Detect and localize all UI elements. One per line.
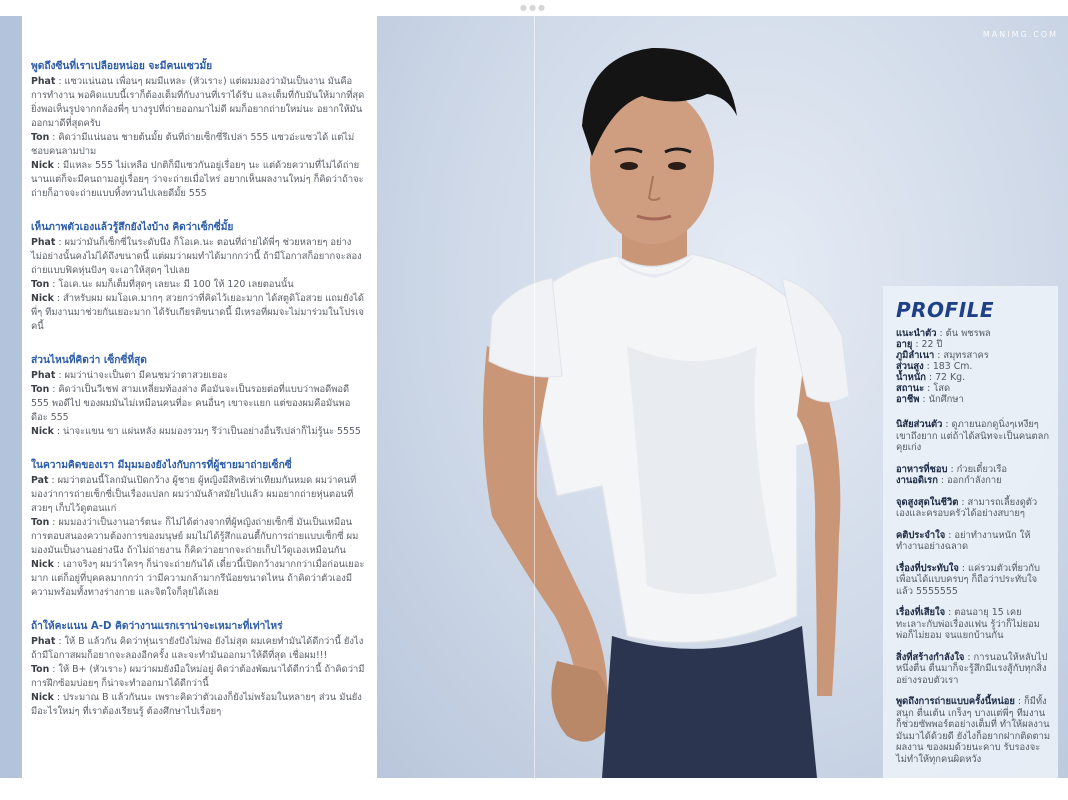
profile-detail-value: อย่าทำงานหนัก ให้ทำงานอย่างฉลาด [896, 529, 1031, 552]
profile-detail-value: สามารถเลี้ยงดูตัวเองและครอบครัวได้อย่างสบายๆ [896, 496, 1038, 519]
qa-block [31, 354, 365, 439]
answer-speaker: Ton [31, 384, 50, 395]
qa-answer: Nick : สำหรับผม ผมโอเค.มากๆ สวยกว่าที่คิดไว้เยอะมาก ได้สตูดิโอสวย แถมยังได้พี่ๆ ทีมงานมาช่วยกันเยอะมาก ได้รับเกียรติขนาดนี้ มีเหรอที่ผมจะไม่มาร่วมในโปรเจคนี้ [31, 293, 364, 332]
qa-question: ในความคิดของเรา มีมุมมองยังไงกับการที่ผู้ชายมาถ่ายเซ็กซี่ [31, 460, 292, 471]
profile-basic-info [896, 328, 1050, 405]
answer-text: แซวแน่นอน เพื่อนๆ ผมมีแหละ (หัวเราะ) แต่ผมมองว่ามันเป็นงาน มันคือการทำงาน พอคิดแบบนี้เราก็ต้องเต็มที่กับงานที่เราได้รับ และเต็มที่กับมันให้มากที่สุด ยิ่งพอเห็นรูปจากกล้องพี่ๆ บางรูปที่ถ่ายออกมาไม่ดี ผมก็อยากถ่ายใหม่นะ อยากให้มันออกมาดีที่สุดครับ [31, 76, 365, 129]
answer-text: ผมว่ามันก็เซ็กซี่ในระดับนึง ก็โอเค.นะ ตอนที่ถ่ายได้พี่ๆ ช่วยหลายๆ อย่าง ไม่อย่างนั้นคงไม่ได้ถึงขนาดนี้ แต่ผมว่าผมทำได้มากกว่านี้ ถ้ามีโอกาสก็อยากจะลองถ่ายแบบฟิคหุ่นปังๆ จะเอาให้สุดๆ ไปเลย [31, 237, 362, 276]
profile-detail-value: ออกกำลังกาย [947, 475, 1002, 486]
qa-answer: Phat : ให้ B แล้วกัน คิดว่าหุ่นเรายังปังไม่พอ ยังไม่สุด ผมเคยทำมันได้ดีกว่านี้ ยังไงถ้ามีโอกาสผมก็อยากจะลองอีกครั้ง และจะทำมันออกมาให้ดีที่สุด เชื่อผม!!! [31, 636, 364, 661]
answer-text: ประมาณ B แล้วกันนะ เพราะคิดว่าตัวเองก็ยังไม่พร้อมในหลายๆ ส่วน มันยังมีอะไรใหม่ๆ ที่เราต้องเรียนรู้ ต้องศึกษาไปเรื่อยๆ [31, 692, 362, 717]
profile-detail: นิสัยส่วนตัว : ดูภายนอกดูนิ่งๆเหงียๆ เขาถึงยาก แต่ถ้าได้สนิทจะเป็นคนตลก คุยเก่ง [896, 419, 1050, 453]
answer-speaker: Nick [31, 293, 54, 304]
profile-detail-value: แค่รวมตัวเที่ยวกับเพื่อนได้แบบครบๆ ก็ถือว่าประทับใจแล้ว 5555555 [896, 562, 1040, 597]
answer-text: ผมว่าน่าจะเป็นตา มีคนชมว่าตาสวยเยอะ [64, 370, 228, 381]
profile-detail: สิ่งที่สร้างกำลังใจ : การนอนให้หลับไปหนึ่งตื่น ตื่นมาก็จะรู้สึกมีแรงสู้กับทุกสิ่งอย่างรอบตัวเรา [896, 651, 1048, 686]
profile-key: น้ำหนัก [896, 372, 926, 383]
profile-detail-key: เรื่องที่ประทับใจ [896, 562, 959, 574]
profile-value: 22 ปี [921, 339, 943, 350]
profile-detail-value: ก็มีทั้งสนุก ตื่นเต้น เกร็งๆ บางแต่พี่ๆ ทีมงานก็ช่วยซัพพอร์ตอย่างเต็มที่ ทำให้ผลงานมันมาได้ด้วยดี ยังไงก็อยากฝากติดตามผลงาน ของผมด้วยนะคาบ รับรองจะไม่ทำให้ทุกคนผิดหวัง [896, 696, 1050, 765]
answer-speaker: Nick [31, 160, 54, 171]
profile-key: ภูมิลำเนา [896, 350, 935, 361]
profile-key: แนะนำตัว [896, 328, 937, 339]
answer-text: ผมมองว่าเป็นงานอาร์ตนะ ก็ไม่ได้ต่างจากที่ผู้หญิงถ่ายเซ็กซี่ มันเป็นเหมือนการตอบสนองความต้องการของมนุษย์ ผมไม่ได้รู้สึกแอนตี้กับการถ่ายแบบเซ็กซี่ ผมมองมันเป็นงานอย่างนึง ถ้าไม่ถ่ายงาน ก็คิดว่าอยากจะถ่ายเก็บไว้ดูเองเหมือนกัน [31, 517, 359, 556]
profile-key: ส่วนสูง [896, 361, 924, 372]
qa-answer: Ton : ให้ B+ (หัวเราะ) ผมว่าผมยังมือใหม่อยู่ คิดว่าต้องพัฒนาได้ดีกว่านี้ ถ้าคิดว่ามีการฝึกซ้อมบ่อยๆ ก็น่าจะทำออกมาได้ดีกว่านี้ [31, 664, 365, 689]
profile-detail-key: จุดสูงสุดในชีวิต [896, 496, 959, 508]
answer-speaker: Phat [31, 76, 56, 87]
qa-answer: Ton : คิดว่ามีแน่นอน ชายต้นมั้ย ต้นที่ถ่ายเซ็กซี่รึเปล่า 555 แซวอ่ะแซวได้ แต่ไม่ชอบคนลามปาม [31, 132, 355, 157]
profile-detail-key: สิ่งที่สร้างกำลังใจ [896, 651, 965, 663]
profile-value: สมุทรสาคร [943, 350, 989, 361]
qa-question: ส่วนไหนที่คิดว่า เซ็กซี่ที่สุด [31, 355, 147, 366]
answer-text: มีแหละ 555 ไม่เหลือ ปกติก็มีแซวกันอยู่เรื่อยๆ นะ แต่ด้วยความที่ไม่ได้ถ่ายนานแต่ก็จะมีคนถามอยู่เรื่อยๆ ว่าจะถ่ายเมื่อไหร่ อยากเห็นผลงานใหม่ๆ ก็คิดว่าถ้าจะถ่ายก็อาจจะถ่ายแบบทิ้งทวนไปเลยดีมั้ย 555 [31, 160, 364, 199]
answer-text: เอาจริงๆ ผมว่าใครๆ ก็น่าจะถ่ายกันได้ เดี๋ยวนี้เปิดกว้างมากกว่าเมื่อก่อนเยอะมาก แต่ก็อยู่ที่บุคคลมากกว่า ว่ามีความกล้ามากรึน้อยขนาดไหน ถ้าคิดว่าตัวเองมีความพร้อมทั้งทางร่างกาย และจิตใจก็ลุยได้เลย [31, 559, 365, 598]
answer-speaker: Ton [31, 132, 50, 143]
answer-speaker: Ton [31, 664, 50, 675]
profile-detail: เรื่องที่ประทับใจ : แค่รวมตัวเที่ยวกับเพื่อนได้แบบครบๆ ก็ถือว่าประทับใจแล้ว 5555555 [896, 562, 1040, 597]
answer-speaker: Nick [31, 692, 54, 703]
profile-key: อาชีพ [896, 394, 920, 405]
profile-card [883, 286, 1058, 778]
profile-detail-value: ดูภายนอกดูนิ่งๆเหงียๆ เขาถึงยาก แต่ถ้าได้สนิทจะเป็นคนตลก คุยเก่ง [896, 419, 1050, 453]
profile-detail-key: คติประจำใจ [896, 529, 946, 541]
answer-speaker: Ton [31, 279, 50, 290]
profile-value: 183 Cm. [932, 361, 973, 372]
profile-detail: เรื่องที่เสียใจ : ตอนอายุ 15 เคยทะเลาะกับพ่อเรื่องแฟน รู้ว่าก็ไม่ยอมพ่อก็ไม่ยอม จนแยกบ้านกัน [896, 607, 1040, 641]
qa-answer: Nick : ประมาณ B แล้วกันนะ เพราะคิดว่าตัวเองก็ยังไม่พร้อมในหลายๆ ส่วน มันยังมีอะไรใหม่ๆ ที่เราต้องเรียนรู้ ต้องศึกษาไปเรื่อยๆ [31, 692, 362, 717]
qa-block [31, 60, 365, 201]
watermark-text: MANIMG.COM [982, 30, 1058, 39]
profile-value: 72 Kg. [935, 372, 966, 383]
answer-text: ผมว่าตอนนี้โลกมันเปิดกว้าง ผู้ชาย ผู้หญิงมีสิทธิเท่าเทียมกันหมด ผมว่าคนที่มองว่าการถ่ายเซ็กซี่เป็นเรื่องแปลก ผมว่ามันล้าสมัยไปแล้ว ผมอยากถ่ายหุ่นตอนที่สวยๆ เก็บไว้ดูตอนแก่ [31, 475, 357, 514]
profile-detail-key: อาหารที่ชอบ [896, 463, 948, 475]
qa-answer: Nick : มีแหละ 555 ไม่เหลือ ปกติก็มีแซวกันอยู่เรื่อยๆ นะ แต่ด้วยความที่ไม่ได้ถ่ายนานแต่ก็จะมีคนถามอยู่เรื่อยๆ ว่าจะถ่ายเมื่อไหร่ อยากเห็นผลงานใหม่ๆ ก็คิดว่าถ้าจะถ่ายก็อาจจะถ่ายแบบทิ้งทวนไปเลยดีมั้ย 555 [31, 160, 364, 199]
qa-answer: Ton : โอเค.นะ ผมก็เต็มที่สุดๆ เลยนะ มี 100 ให้ 120 เลยตอนนั้น [31, 279, 294, 290]
left-color-strip [0, 16, 22, 778]
interview-page [22, 16, 377, 778]
qa-answer: Ton : ผมมองว่าเป็นงานอาร์ตนะ ก็ไม่ได้ต่างจากที่ผู้หญิงถ่ายเซ็กซี่ มันเป็นเหมือนการตอบสนองความต้องการของมนุษย์ ผมไม่ได้รู้สึกแอนตี้กับการถ่ายแบบเซ็กซี่ ผมมองมันเป็นงานอย่างนึง ถ้าไม่ถ่ายงาน ก็คิดว่าอยากจะถ่ายเก็บไว้ดูเองเหมือนกัน [31, 517, 359, 556]
profile-key: อายุ [896, 339, 913, 350]
qa-answer: Pat : ผมว่าตอนนี้โลกมันเปิดกว้าง ผู้ชาย ผู้หญิงมีสิทธิเท่าเทียมกันหมด ผมว่าคนที่มองว่าการถ่ายเซ็กซี่เป็นเรื่องแปลก ผมว่ามันล้าสมัยไปแล้ว ผมอยากถ่ายหุ่นตอนที่สวยๆ เก็บไว้ดูตอนแก่ [31, 475, 357, 514]
answer-text: ให้ B แล้วกัน คิดว่าหุ่นเรายังปังไม่พอ ยังไม่สุด ผมเคยทำมันได้ดีกว่านี้ ยังไงถ้ามีโอกาสผมก็อยากจะลองอีกครั้ง และจะทำมันออกมาให้ดีที่สุด เชื่อผม!!! [31, 636, 364, 661]
profile-detail: อาหารที่ชอบ : ก๋วยเตี๋ยวเรือ งานอดิเรก : ออกกำลังกาย [896, 463, 1007, 486]
qa-answer: Nick : น่าจะแขน ขา แผ่นหลัง ผมมองรวมๆ รึว่าเป็นอย่างอื่นรึเปล่าก็ไม่รู้นะ 5555 [31, 426, 361, 437]
qa-block [31, 459, 365, 600]
profile-detail-value: ตอนอายุ 15 เคยทะเลาะกับพ่อเรื่องแฟน รู้ว่าก็ไม่ยอมพ่อก็ไม่ยอม จนแยกบ้านกัน [896, 607, 1040, 641]
answer-text: น่าจะแขน ขา แผ่นหลัง ผมมองรวมๆ รึว่าเป็นอย่างอื่นรึเปล่าก็ไม่รู้นะ 5555 [62, 426, 361, 437]
profile-detail-key: พูดถึงการถ่ายแบบครั้งนี้หน่อย [896, 696, 1015, 707]
answer-speaker: Pat [31, 475, 49, 486]
answer-speaker: Phat [31, 370, 56, 381]
profile-detail: คติประจำใจ : อย่าทำงานหนัก ให้ทำงานอย่างฉลาด [896, 529, 1031, 552]
profile-detail-value: การนอนให้หลับไปหนึ่งตื่น ตื่นมาก็จะรู้สึกมีแรงสู้กับทุกสิ่งอย่างรอบตัวเรา [896, 651, 1048, 686]
qa-answer: Phat : ผมว่ามันก็เซ็กซี่ในระดับนึง ก็โอเค.นะ ตอนที่ถ่ายได้พี่ๆ ช่วยหลายๆ อย่าง ไม่อย่างนั้นคงไม่ได้ถึงขนาดนี้ แต่ผมว่าผมทำได้มากกว่านี้ ถ้ามีโอกาสก็อยากจะลองถ่ายแบบฟิคหุ่นปังๆ จะเอาให้สุดๆ ไปเลย [31, 237, 362, 276]
profile-title: PROFILE [896, 298, 995, 322]
qa-question: ถ้าให้คะแนน A-D คิดว่างานแรกเราน่าจะเหมาะที่เท่าไหร่ [31, 621, 283, 632]
profile-row: แนะนำตัว : ต้น พชรพล [896, 328, 991, 339]
profile-detail-value: ก๋วยเตี๋ยวเรือ [956, 463, 1007, 475]
profile-key: สถานะ [896, 383, 925, 394]
qa-answer: Ton : คิดว่าเป็นวีเชฟ สามเหลี่ยมท้องล่าง คือมันจะเป็นรอยต่อที่แบบว่าพอดีพอดี 555 พอดีไป ของผมมันไม่เหมือนคนที่อะ คนอื่นๆ เขาจะแยก แต่ของผมคือมันพอดีอะ 555 [31, 384, 351, 423]
profile-row: สถานะ : โสด [896, 383, 951, 394]
answer-speaker: Nick [31, 559, 54, 570]
profile-value: นักศึกษา [928, 394, 964, 405]
profile-value: ต้น พชรพล [945, 328, 991, 339]
profile-row: อายุ : 22 ปี [896, 339, 943, 350]
answer-text: ให้ B+ (หัวเราะ) ผมว่าผมยังมือใหม่อยู่ คิดว่าต้องพัฒนาได้ดีกว่านี้ ถ้าคิดว่ามีการฝึกซ้อมบ่อยๆ ก็น่าจะทำออกมาได้ดีกว่านี้ [31, 664, 365, 689]
profile-value: โสด [933, 383, 951, 394]
answer-speaker: Ton [31, 517, 50, 528]
answer-text: โอเค.นะ ผมก็เต็มที่สุดๆ เลยนะ มี 100 ให้ 120 เลยตอนนั้น [58, 279, 294, 290]
profile-detail-key: นิสัยส่วนตัว [896, 419, 943, 430]
profile-detail: พูดถึงการถ่ายแบบครั้งนี้หน่อย : ก็มีทั้งสนุก ตื่นเต้น เกร็งๆ บางแต่พี่ๆ ทีมงานก็ช่วยซัพพอร์ตอย่างเต็มที่ ทำให้ผลงานมันมาได้ด้วยดี ยังไงก็อยากฝากติดตามผลงาน ของผมด้วยนะคาบ รับรองจะไม่ทำให้ทุกคนผิดหวัง [896, 696, 1050, 765]
profile-details [896, 419, 1050, 765]
answer-speaker: Phat [31, 636, 56, 647]
qa-answer: Nick : เอาจริงๆ ผมว่าใครๆ ก็น่าจะถ่ายกันได้ เดี๋ยวนี้เปิดกว้างมากกว่าเมื่อก่อนเยอะมาก แต่ก็อยู่ที่บุคคลมากกว่า ว่ามีความกล้ามากรึน้อยขนาดไหน ถ้าคิดว่าตัวเองมีความพร้อมทั้งทางร่างกาย และจิตใจก็ลุยได้เลย [31, 559, 365, 598]
qa-answer: Phat : ผมว่าน่าจะเป็นตา มีคนชมว่าตาสวยเยอะ [31, 370, 228, 381]
qa-question: เห็นภาพตัวเองแล้วรู้สึกยังไงบ้าง คิดว่าเซ็กซี่มั้ย [31, 222, 234, 233]
answer-speaker: Phat [31, 237, 56, 248]
profile-row: น้ำหนัก : 72 Kg. [896, 372, 966, 383]
profile-row: ส่วนสูง : 183 Cm. [896, 361, 973, 372]
answer-text: คิดว่ามีแน่นอน ชายต้นมั้ย ต้นที่ถ่ายเซ็กซี่รึเปล่า 555 แซวอ่ะแซวได้ แต่ไม่ชอบคนลามปาม [31, 132, 355, 157]
profile-row: อาชีพ : นักศึกษา [896, 394, 964, 405]
qa-block [31, 620, 365, 719]
profile-row: ภูมิลำเนา : สมุทรสาคร [896, 350, 989, 361]
qa-question: พูดถึงซีนที่เราเปลือยหน่อย จะมีคนแซวมั้ย [31, 61, 213, 72]
profile-detail-key: งานอดิเรก [896, 475, 938, 486]
answer-speaker: Nick [31, 426, 54, 437]
profile-detail-key: เรื่องที่เสียใจ [896, 607, 946, 618]
qa-answer: Phat : แซวแน่นอน เพื่อนๆ ผมมีแหละ (หัวเราะ) แต่ผมมองว่ามันเป็นงาน มันคือการทำงาน พอคิดแบบนี้เราก็ต้องเต็มที่กับงานที่เราได้รับ และเต็มที่กับมันให้มากที่สุด ยิ่งพอเห็นรูปจากกล้องพี่ๆ บางรูปที่ถ่ายออกมาไม่ดี ผมก็อยากถ่ายใหม่นะ อยากให้มันออกมาดีที่สุดครับ [31, 76, 365, 129]
profile-detail: จุดสูงสุดในชีวิต : สามารถเลี้ยงดูตัวเองและครอบครัวได้อย่างสบายๆ [896, 496, 1038, 519]
answer-text: คิดว่าเป็นวีเชฟ สามเหลี่ยมท้องล่าง คือมันจะเป็นรอยต่อที่แบบว่าพอดีพอดี 555 พอดีไป ของผมมันไม่เหมือนคนที่อะ คนอื่นๆ เขาจะแยก แต่ของผมคือมันพอดีอะ 555 [31, 384, 351, 423]
page-dots-icon: ●●● [520, 3, 547, 12]
page-fold-line [534, 16, 535, 778]
answer-text: สำหรับผม ผมโอเค.มากๆ สวยกว่าที่คิดไว้เยอะมาก ได้สตูดิโอสวย แถมยังได้พี่ๆ ทีมงานมาช่วยกันเยอะมาก ได้รับเกียรติขนาดนี้ มีเหรอที่ผมจะไม่มาร่วมในโปรเจคนี้ [31, 293, 364, 332]
qa-block [31, 221, 365, 334]
